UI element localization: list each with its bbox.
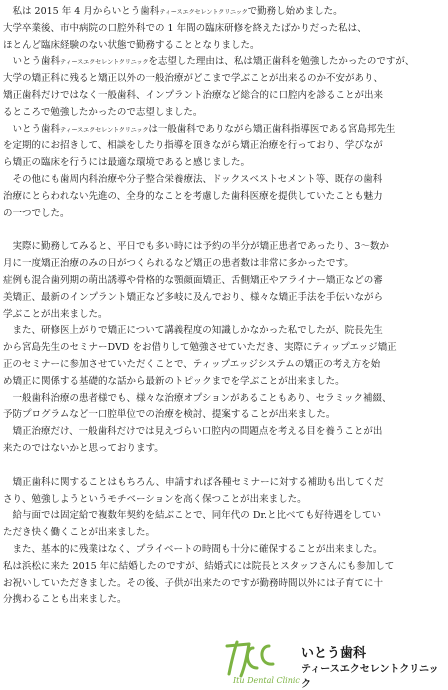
text-line: いとう歯科ティースエクセレントクリニックは一般歯科でありながら矯正歯科指導医である宮島邦先生 — [3, 123, 396, 135]
text-line: 大学の矯正科に残ると矯正以外の一般治療がどこまで学ぶことが出来るのか不安があり、 — [3, 73, 384, 85]
text-line: 予防プログラムなど一口腔単位での治療を検討、提案することが出来ました。 — [3, 409, 336, 421]
text-line: 私は浜松に来た 2015 年に結婚したのですが、結婚式には院長とスタッフさんにも参加して — [3, 560, 395, 572]
text-line: 分携わることも出来ました。 — [3, 594, 127, 606]
text-line: め矯正に関係する基礎的な話から最新のトピックまでを学ぶことが出来ました。 — [3, 375, 345, 387]
text-line: 矯正歯科に関することはもちろん、申請すれば各種セミナーに対する補助も出してくだ — [3, 476, 384, 488]
clinic-logo — [223, 634, 443, 690]
text-line: さり、勉強しようというモチベーションを高く保つことが出来ました。 — [3, 493, 307, 505]
text-line: を定期的にお招きして、相談をしたり指導を頂きながら矯正治療を行っており、学びなが — [3, 140, 383, 152]
text-line: 美矯正、最新のインプラント矯正など多岐に及んでおり、様々な矯正手法を手伝いながら — [3, 291, 384, 303]
paragraph-spacer — [0, 458, 448, 475]
text-line: いとう歯科ティースエクセレントクリニックを志望した理由は、私は矯正歯科を勉強したかったのですが、 — [3, 56, 415, 68]
document-body — [0, 4, 448, 609]
text-line: るところで勉強したかったので志望しました。 — [3, 106, 203, 118]
text-line: 症例も混合歯列期の萌出誘導や骨格的な顎顔面矯正、舌側矯正やアライナー矯正などの審 — [3, 274, 383, 286]
clinic-logo-mark-icon — [223, 634, 301, 686]
text-line: の一つでした。 — [3, 207, 70, 219]
text-line: 学ぶことが出来ました。 — [3, 308, 108, 320]
text-line: 私は 2015 年 4 月からいとう歯科ティースエクセレントクリニックで勤務し始めました。 — [3, 6, 343, 17]
text-line: から宮島先生のセミナーDVD をお借りして勉強させていただき、実際にティップエッジ矯正 — [3, 342, 397, 354]
text-line: 矯正治療だけ、一般歯科だけでは見えづらい口腔内の問題点を考える目を養うことが出 — [3, 426, 383, 438]
text-line: 一般歯科治療の患者様でも、様々な治療オプションがあることもあり、セラミック補綴、 — [3, 392, 392, 404]
text-line: ほとんど臨床経験のない状態で勤務することとなりました。 — [3, 39, 260, 51]
text-line: 給与面では固定給で複数年契約を結ぶことで、同年代の Dr.と比べても好待遇をしてい — [3, 510, 381, 522]
paragraph-1 — [0, 4, 448, 222]
paragraph-3 — [0, 475, 448, 609]
text-line: 正のセミナーに参加させていただくことで、ティップエッジシステムの矯正の考え方を始 — [3, 358, 381, 370]
clinic-name: いとう歯科 — [301, 646, 367, 661]
text-line: 来たのではないかと思っております。 — [3, 442, 164, 454]
text-line: 実際に勤務してみると、平日でも多い時には予約の半分が矯正患者であったり、3～数か — [3, 241, 389, 253]
text-line: 矯正歯科だけではなく一般歯科、インプラント治療など総合的に口腔内を診ることが出来 — [3, 89, 384, 101]
text-line: また、基本的に残業はなく、プライベートの時間も十分に確保することが出来ました。 — [3, 543, 383, 555]
text-line: 月に一度矯正治療のみの日がつくられるなど矯正の患者数は非常に多かったです。 — [3, 258, 354, 270]
text-line: その他にも歯周内科治療や分子整合栄養療法、ドックスベストセメント等、既存の歯科 — [3, 173, 383, 185]
svg-text:Itu Dental Clinic: Itu Dental Clinic — [233, 676, 300, 685]
text-line: ら矯正の臨床を行うには最適な環境であると感じました。 — [3, 157, 251, 169]
text-line: また、研修医上がりで矯正について講義程度の知識しかなかった私でしたが、院長先生 — [3, 325, 383, 337]
text-line: 治療にとらわれない先進の、全身的なことを考慮した歯科医療を提供していたことも魅力 — [3, 190, 383, 202]
paragraph-spacer — [0, 222, 448, 239]
text-line: お祝いしていただきました。その後、子供が出来たのですが勤務時間以外には子育てに十 — [3, 577, 384, 589]
paragraph-2 — [0, 239, 448, 457]
text-line: ただき快く働くことが出来ました。 — [3, 527, 156, 539]
clinic-subtitle: ティースエクセレントクリニック — [301, 664, 439, 690]
text-line: 大学卒業後、市中病院の口腔外科での 1 年間の臨床研修を終えたばかりだった私は、 — [3, 22, 367, 34]
